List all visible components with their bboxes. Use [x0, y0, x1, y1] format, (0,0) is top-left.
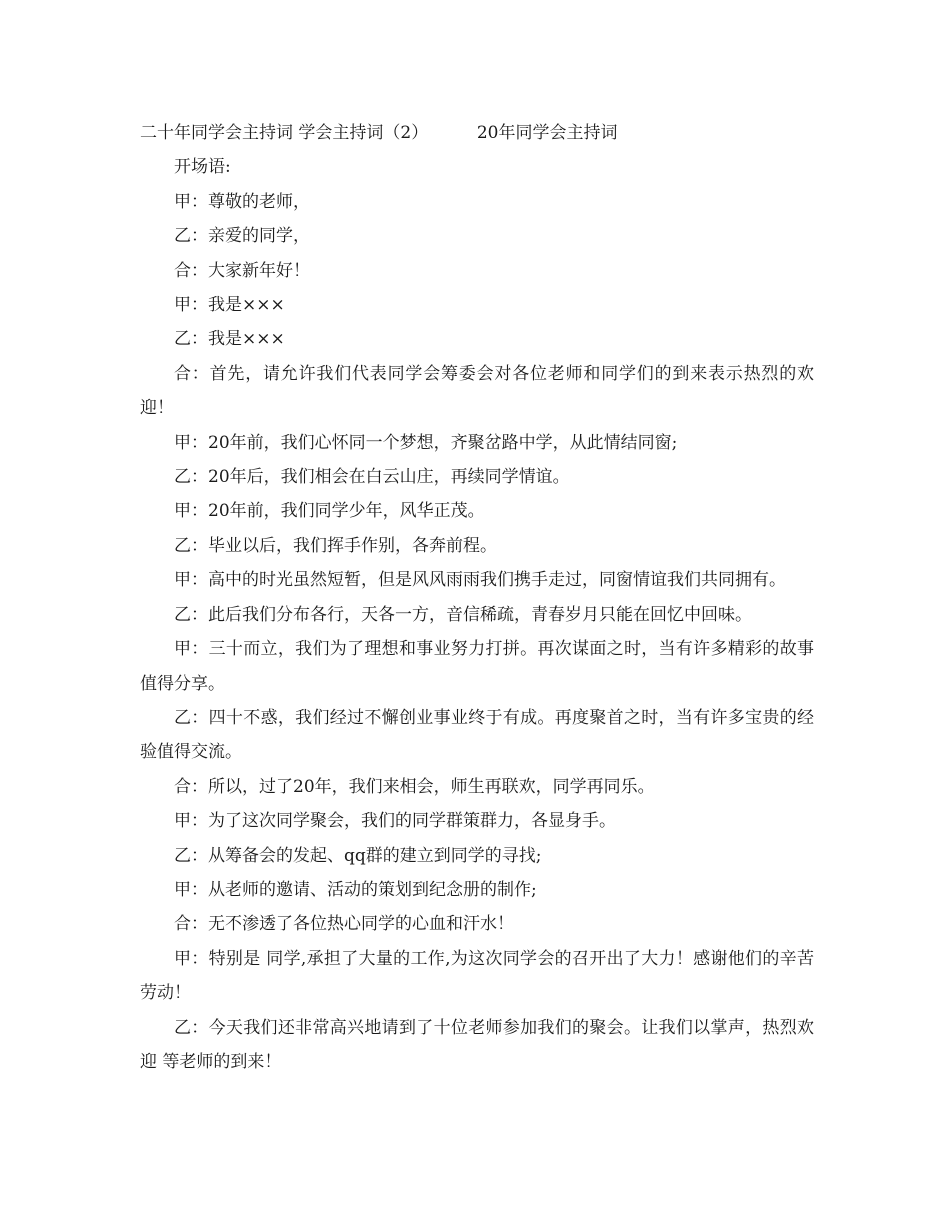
- paragraph: 乙：毕业以后，我们挥手作别，各奔前程。: [174, 535, 497, 556]
- paragraph: 甲：三十而立，我们为了理想和事业努力打拼。再次谋面之时，当有许多精彩的故事值得分享。: [140, 639, 814, 694]
- paragraph: 乙：四十不惑，我们经过不懈创业事业终于有成。再度聚首之时，当有许多宝贵的经验值得交流。: [140, 707, 814, 763]
- paragraph: 甲：从老师的邀请、活动的策划到纪念册的制作;: [174, 879, 537, 900]
- paragraph: 甲：我是×××: [174, 295, 285, 316]
- paragraph: 乙：亲爱的同学，: [174, 226, 310, 247]
- paragraph: 合：首先，请允许我们代表同学会筹委会对各位老师和同学们的到来表示热烈的欢迎！: [140, 363, 814, 419]
- paragraph: 甲：20年前，我们同学少年，风华正茂。: [174, 501, 485, 522]
- paragraph: 合：所以，过了20年，我们来相会，师生再联欢，同学再同乐。: [174, 776, 655, 797]
- paragraph: 甲：高中的时光虽然短暂，但是风风雨雨我们携手走过，同窗情谊我们共同拥有。: [174, 570, 786, 591]
- paragraph: 甲：20年前，我们心怀同一个梦想，齐聚岔路中学，从此情结同窗;: [174, 432, 678, 453]
- paragraph: 甲：尊敬的老师，: [174, 191, 310, 212]
- document-title: 二十年同学会主持词 学会主持词（2） 20年同学会主持词: [140, 123, 618, 143]
- paragraph: 合：无不渗透了各位热心同学的心血和汗水！: [174, 914, 514, 935]
- paragraph: 乙：此后我们分布各行，天各一方，音信稀疏，青春岁月只能在回忆中回味。: [174, 604, 752, 625]
- paragraph: 甲：特别是 同学,承担了大量的工作,为这次同学会的召开出了大力！感谢他们的辛苦劳动！: [140, 948, 814, 1004]
- paragraph: 合：大家新年好！: [174, 260, 310, 281]
- paragraph: 乙：今天我们还非常高兴地请到了十位老师参加我们的聚会。让我们以掌声，热烈欢迎 等老师的到来！: [140, 1017, 814, 1072]
- paragraph: 开场语:: [174, 157, 231, 178]
- paragraph: 乙：从筹备会的发起、qq群的建立到同学的寻找;: [174, 845, 542, 866]
- paragraph: 乙：20年后，我们相会在白云山庄，再续同学情谊。: [174, 467, 570, 488]
- document-body: [140, 116, 814, 1079]
- paragraph: 乙：我是×××: [174, 329, 285, 350]
- paragraph: 甲：为了这次同学聚会，我们的同学群策群力，各显身手。: [174, 811, 616, 832]
